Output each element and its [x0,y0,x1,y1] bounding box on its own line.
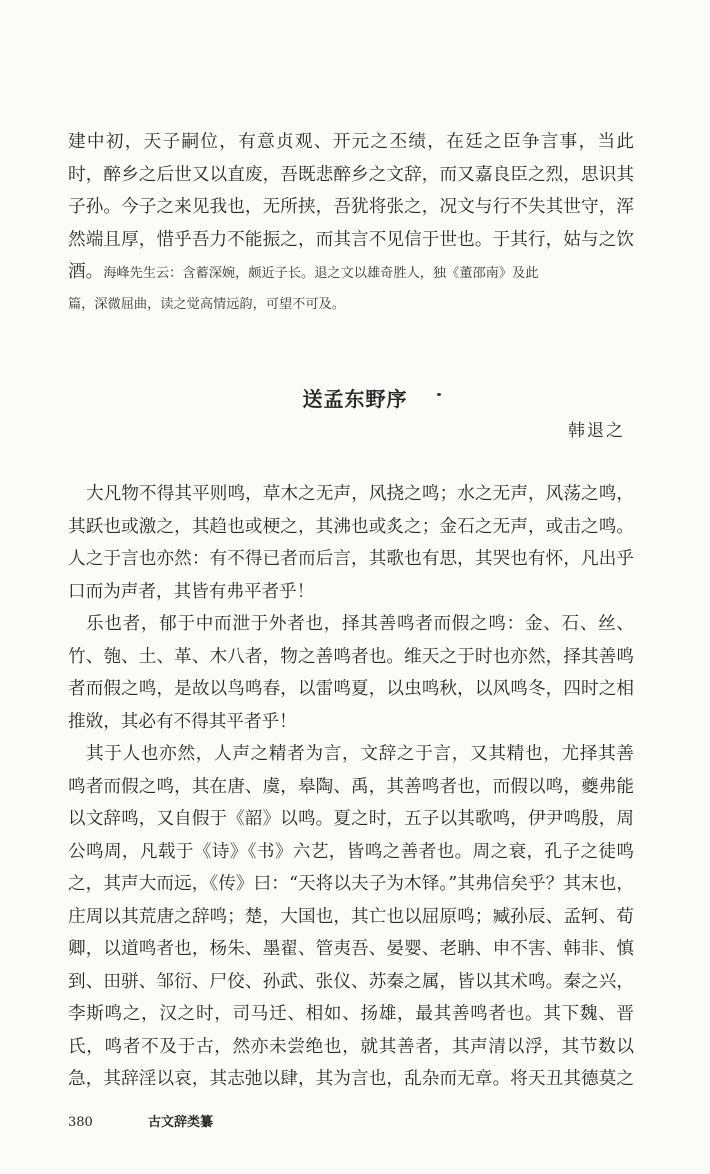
essay-author: 韩退之 [568,421,625,441]
text-line: 其跃也或激之，其趋也或梗之，其沸也或炙之；金石之无声，或击之鸣。 [68,516,634,537]
text-line: 李斯鸣之，汉之时，司马迁、相如、扬雄，最其善鸣者也。其下魏、晋 [68,1004,634,1024]
text-line: 其于人也亦然，人声之精者为言，文辞之于言，又其精也，尤择其善 [86,744,634,764]
print-speck [437,393,441,396]
text-line: 推敚，其必有不得其平者乎！ [68,711,297,732]
text-line: 口而为声者，其皆有弗平者乎！ [68,581,315,602]
text-line-with-commentary [68,256,634,289]
text-line: 大凡物不得其平则鸣，草木之无声，风挠之鸣；水之无声，风荡之鸣， [86,484,634,504]
commentary-note-line: 篇，深微屈曲，读之觉高情远韵，可望不可及。 [68,296,345,312]
essay-title: 送孟东野序 [302,387,408,411]
text-line: 然端且厚，惜乎吾力不能振之，而其言不见信于世也。于其行，姑与之饮 [68,229,634,250]
text-line: 卿，以道鸣者也，杨朱、墨翟、管夷吾、晏婴、老聃、申不害、韩非、慎 [68,939,634,959]
text-line: 竹、匏、土、革、木八者，物之善鸣者也。维天之于时也亦然，择其善鸣 [68,646,634,667]
text-line: 子孙。今子之来见我也，无所挟，吾犹将张之，况文与行不失其世守，浑 [68,197,634,217]
text-line: 乐也者，郁于中而泄于外者也，择其善鸣者而假之鸣：金、石、丝、 [86,614,634,634]
text-line: 公鸣周，凡载于《诗》《书》六艺，皆鸣之善者也。周之衰，孔子之徒鸣 [68,841,634,862]
text-line: 以文辞鸣，又自假于《韶》以鸣。夏之时，五子以其歌鸣，伊尹鸣殷，周 [68,809,634,829]
page-number: 380 [68,1115,93,1130]
text-line: 者而假之鸣，是故以鸟鸣春，以雷鸣夏，以虫鸣秋，以风鸣冬，四时之相 [68,679,634,699]
text-line: 庄周以其荒唐之辞鸣；楚，大国也，其亡也以屈原鸣；臧孙辰、孟轲、荀 [68,906,634,927]
previous-essay-ending [68,126,634,321]
text-line: 之，其声大而远，《传》曰：“天将以夫子为木铎。”其弗信矣乎？其末也， [68,874,634,894]
text-line: 建中初，天子嗣位，有意贞观、开元之丕绩，在廷之臣争言事，当此 [68,132,634,152]
text-fragment: 酒。 [68,262,104,282]
text-line: 氏，鸣者不及于古，然亦未尝绝也，就其善者，其声清以浮，其节数以 [68,1036,634,1057]
text-line: 到、田骈、邹衍、尸佼、孙武、张仪、苏秦之属，皆以其术鸣。秦之兴， [68,971,634,992]
text-line: 鸣者而假之鸣，其在唐、虞，皋陶、禹，其善鸣者也，而假以鸣，夔弗能 [68,776,634,797]
text-line: 人之于言也亦然：有不得已者而后言，其歌也有思，其哭也有怀，凡出乎 [68,549,634,569]
commentary-note: 海峰先生云：含蓄深婉，颇近子长。退之文以雄奇胜人，独《董邵南》及此 [103,266,539,281]
text-line: 时，醉乡之后世又以直废，吾既悲醉乡之文辞，而又嘉良臣之烈，思识其 [68,164,634,185]
book-title: 古文辞类纂 [148,1115,214,1130]
text-line: 急，其辞淫以哀，其志弛以肆，其为言也，乱杂而无章。将天丑其德莫之 [68,1069,634,1089]
essay-body [68,478,634,1096]
